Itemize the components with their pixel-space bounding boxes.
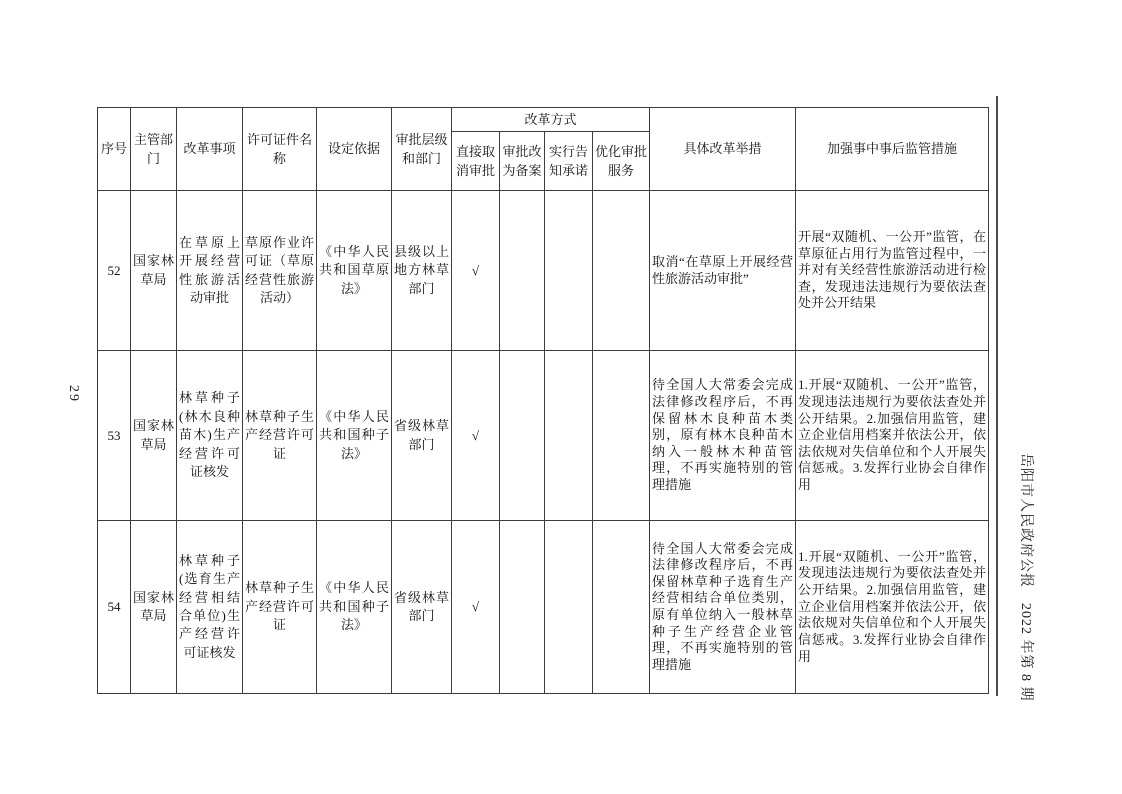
cell-specific-measures: 待全国人大常委会完成法律修改程序后，不再保留林草种子选育生产经营相结合单位类别，原有单位纳入一般林草种子生产经营企业管理，不再实施特别的管理措施 — [650, 521, 796, 694]
header-notification-commitment: 实行告知承诺 — [545, 132, 593, 191]
cell-setting-basis: 《中华人民共和国种子法》 — [317, 521, 392, 694]
header-serial: 序号 — [98, 108, 131, 191]
cell-direct-cancel-mark: √ — [452, 521, 500, 694]
gazette-title: 岳阳市人民政府公报 2022 年第 8 期 — [1018, 453, 1033, 702]
header-department: 主管部门 — [131, 108, 177, 191]
cell-reform-item: 在草原上开展经营性旅游活动审批 — [177, 191, 243, 351]
cell-change-to-record-mark — [500, 521, 545, 694]
cell-license-name: 林草种子生产经营许可证 — [243, 351, 317, 521]
header-license-name: 许可证件名称 — [243, 108, 317, 191]
cell-notification-commitment-mark — [545, 521, 593, 694]
header-reform-method: 改革方式 — [452, 108, 650, 132]
cell-department: 国家林草局 — [131, 521, 177, 694]
cell-serial: 54 — [98, 521, 131, 694]
cell-notification-commitment-mark — [545, 351, 593, 521]
cell-department: 国家林草局 — [131, 351, 177, 521]
cell-reform-item: 林草种子(选育生产经营相结合单位)生产经营许可证核发 — [177, 521, 243, 694]
cell-supervision-measures: 1.开展“双随机、一公开”监管，发现违法违规行为要依法查处并公开结果。2.加强信用监管，建立企业信用档案并依法公开，依法依规对失信单位和个人开展失信惩戒。3.发挥行业协会自律作用 — [796, 521, 989, 694]
cell-change-to-record-mark — [500, 351, 545, 521]
cell-approval-level: 县级以上地方林草部门 — [392, 191, 452, 351]
header-optimize-service: 优化审批服务 — [593, 132, 650, 191]
cell-serial: 53 — [98, 351, 131, 521]
cell-change-to-record-mark — [500, 191, 545, 351]
table-header-row — [98, 108, 989, 132]
cell-serial: 52 — [98, 191, 131, 351]
cell-supervision-measures: 1.开展“双随机、一公开”监管，发现违法违规行为要依法查处并公开结果。2.加强信用监管，建立企业信用档案并依法公开，依法依规对失信单位和个人开展失信惩戒。3.发挥行业协会自律作用 — [796, 351, 989, 521]
header-approval-level: 审批层级和部门 — [392, 108, 452, 191]
cell-optimize-service-mark — [593, 521, 650, 694]
cell-optimize-service-mark — [593, 351, 650, 521]
table-row — [98, 191, 989, 351]
page-divider-line — [996, 96, 998, 696]
header-change-to-record: 审批改为备案 — [500, 132, 545, 191]
cell-direct-cancel-mark: √ — [452, 351, 500, 521]
cell-setting-basis: 《中华人民共和国种子法》 — [317, 351, 392, 521]
cell-department: 国家林草局 — [131, 191, 177, 351]
cell-optimize-service-mark — [593, 191, 650, 351]
cell-supervision-measures: 开展“双随机、一公开”监管，在草原征占用行为监管过程中，一并对有关经营性旅游活动进行检查，发现违法违规行为要依法查处并公开结果 — [796, 191, 989, 351]
cell-approval-level: 省级林草部门 — [392, 351, 452, 521]
cell-direct-cancel-mark: √ — [452, 191, 500, 351]
page-number: 29 — [66, 385, 81, 403]
header-supervision-measures: 加强事中事后监管措施 — [796, 108, 989, 191]
cell-license-name: 草原作业许可证（草原经营性旅游活动） — [243, 191, 317, 351]
cell-reform-item: 林草种子(林木良种苗木)生产经营许可证核发 — [177, 351, 243, 521]
header-setting-basis: 设定依据 — [317, 108, 392, 191]
table-row — [98, 351, 989, 521]
cell-approval-level: 省级林草部门 — [392, 521, 452, 694]
header-specific-measures: 具体改革举措 — [650, 108, 796, 191]
cell-specific-measures: 待全国人大常委会完成法律修改程序后，不再保留林木良种苗木类别，原有林木良种苗木纳入一般林木种苗管理，不再实施特别的管理措施 — [650, 351, 796, 521]
header-reform-item: 改革事项 — [177, 108, 243, 191]
reform-table — [97, 107, 989, 694]
cell-notification-commitment-mark — [545, 191, 593, 351]
header-direct-cancel: 直接取消审批 — [452, 132, 500, 191]
cell-setting-basis: 《中华人民共和国草原法》 — [317, 191, 392, 351]
cell-license-name: 林草种子生产经营许可证 — [243, 521, 317, 694]
cell-specific-measures: 取消“在草原上开展经营性旅游活动审批” — [650, 191, 796, 351]
table-row — [98, 521, 989, 694]
